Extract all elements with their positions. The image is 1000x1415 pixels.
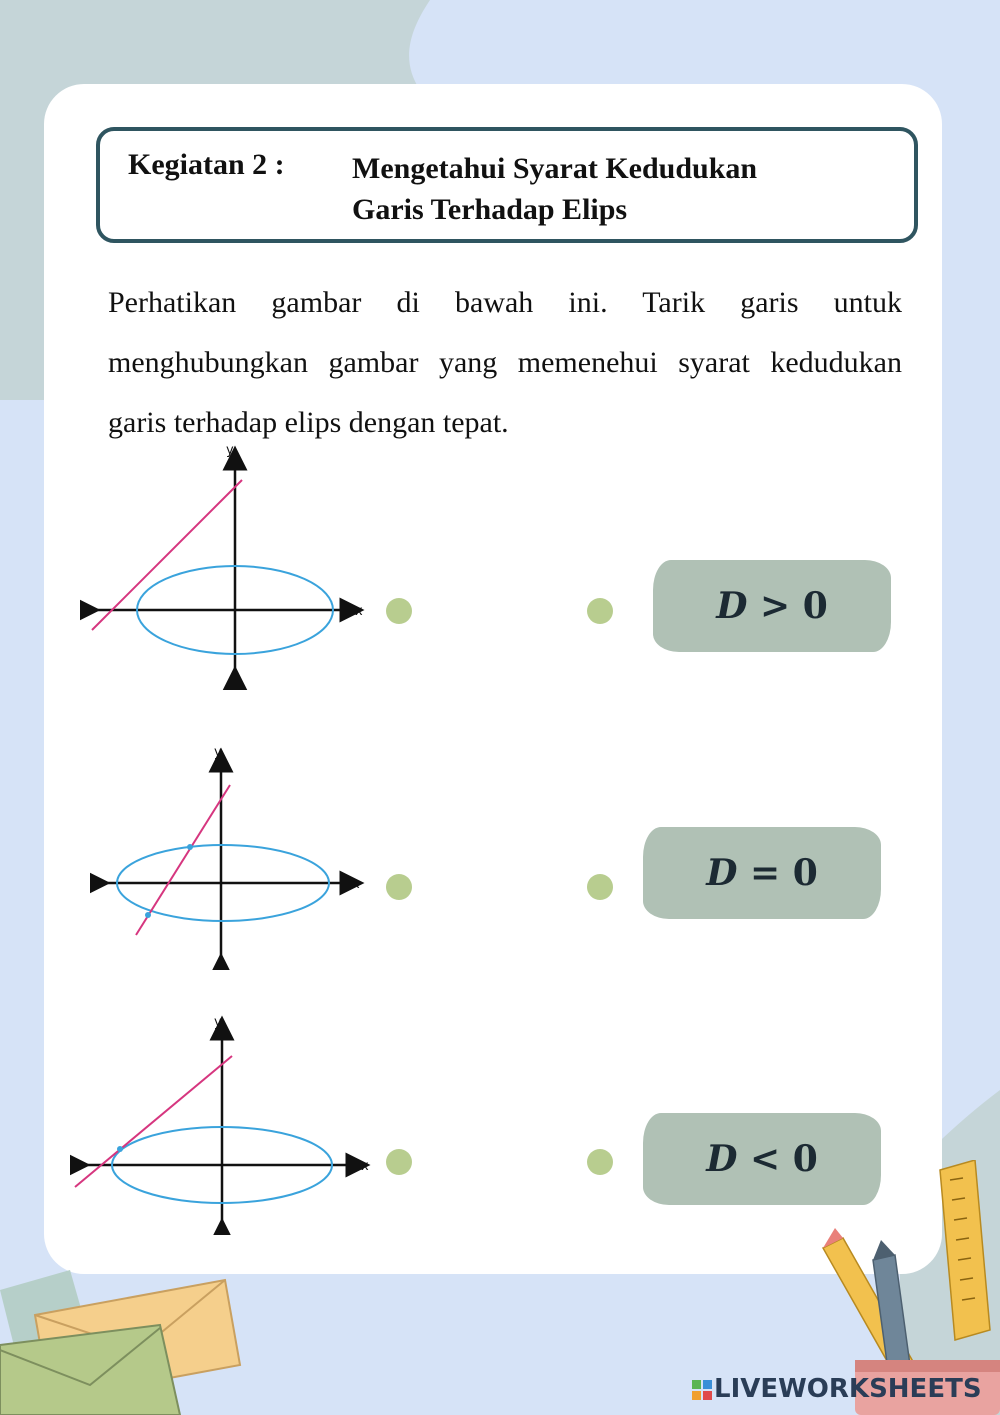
answer-1-connector-dot[interactable]: [587, 598, 613, 624]
activity-title-line2: Garis Terhadap Elips: [352, 193, 628, 226]
instruction-text: Perhatikan gambar di bawah ini. Tarik garis untuk menghubungkan gambar yang memenehui syarat kedudukan garis terhadap elips dengan tepat.: [108, 286, 902, 439]
graph-2-connector-dot[interactable]: [386, 874, 412, 900]
answer-value: 0: [792, 852, 818, 894]
answer-box-d-equals-0[interactable]: [643, 827, 881, 919]
answer-3-connector-dot[interactable]: [587, 1149, 613, 1175]
graph-line-tangent-ellipse: [70, 1010, 380, 1235]
y-axis-label: y: [226, 443, 234, 458]
watermark-text: LIVEWORKSHEETS: [714, 1374, 982, 1404]
activity-title-line1: Mengetahui Syarat Kedudukan: [352, 152, 758, 185]
answer-op: <: [749, 1138, 781, 1180]
graph-line-outside-ellipse: [80, 440, 380, 690]
graph-1-connector-dot[interactable]: [386, 598, 412, 624]
tangent-point: [117, 1146, 123, 1152]
intersection-point: [187, 844, 193, 850]
line: [136, 785, 230, 935]
answer-value: 0: [802, 585, 828, 627]
answer-op: >: [759, 585, 791, 627]
answer-value: 0: [792, 1138, 818, 1180]
activity-title: [352, 148, 872, 230]
graph-3-connector-dot[interactable]: [386, 1149, 412, 1175]
answer-var: D: [706, 1138, 738, 1180]
line: [92, 480, 242, 630]
answer-var: D: [716, 585, 748, 627]
envelope-illustration: [0, 1270, 260, 1415]
y-axis-label: y: [214, 1015, 222, 1030]
liveworksheets-watermark: [690, 1374, 982, 1404]
x-axis-label: x: [361, 1159, 369, 1174]
y-axis-label: y: [214, 745, 222, 760]
answer-op: =: [749, 852, 781, 894]
answer-var: D: [706, 852, 738, 894]
x-axis-label: x: [355, 604, 363, 619]
graph-line-intersects-ellipse: [90, 740, 380, 970]
activity-label: Kegiatan 2 :: [128, 148, 285, 181]
x-axis-label: x: [352, 877, 360, 892]
answer-2-connector-dot[interactable]: [587, 874, 613, 900]
line: [75, 1056, 232, 1187]
answer-box-d-greater-than-0[interactable]: [653, 560, 891, 652]
intersection-point: [145, 912, 151, 918]
